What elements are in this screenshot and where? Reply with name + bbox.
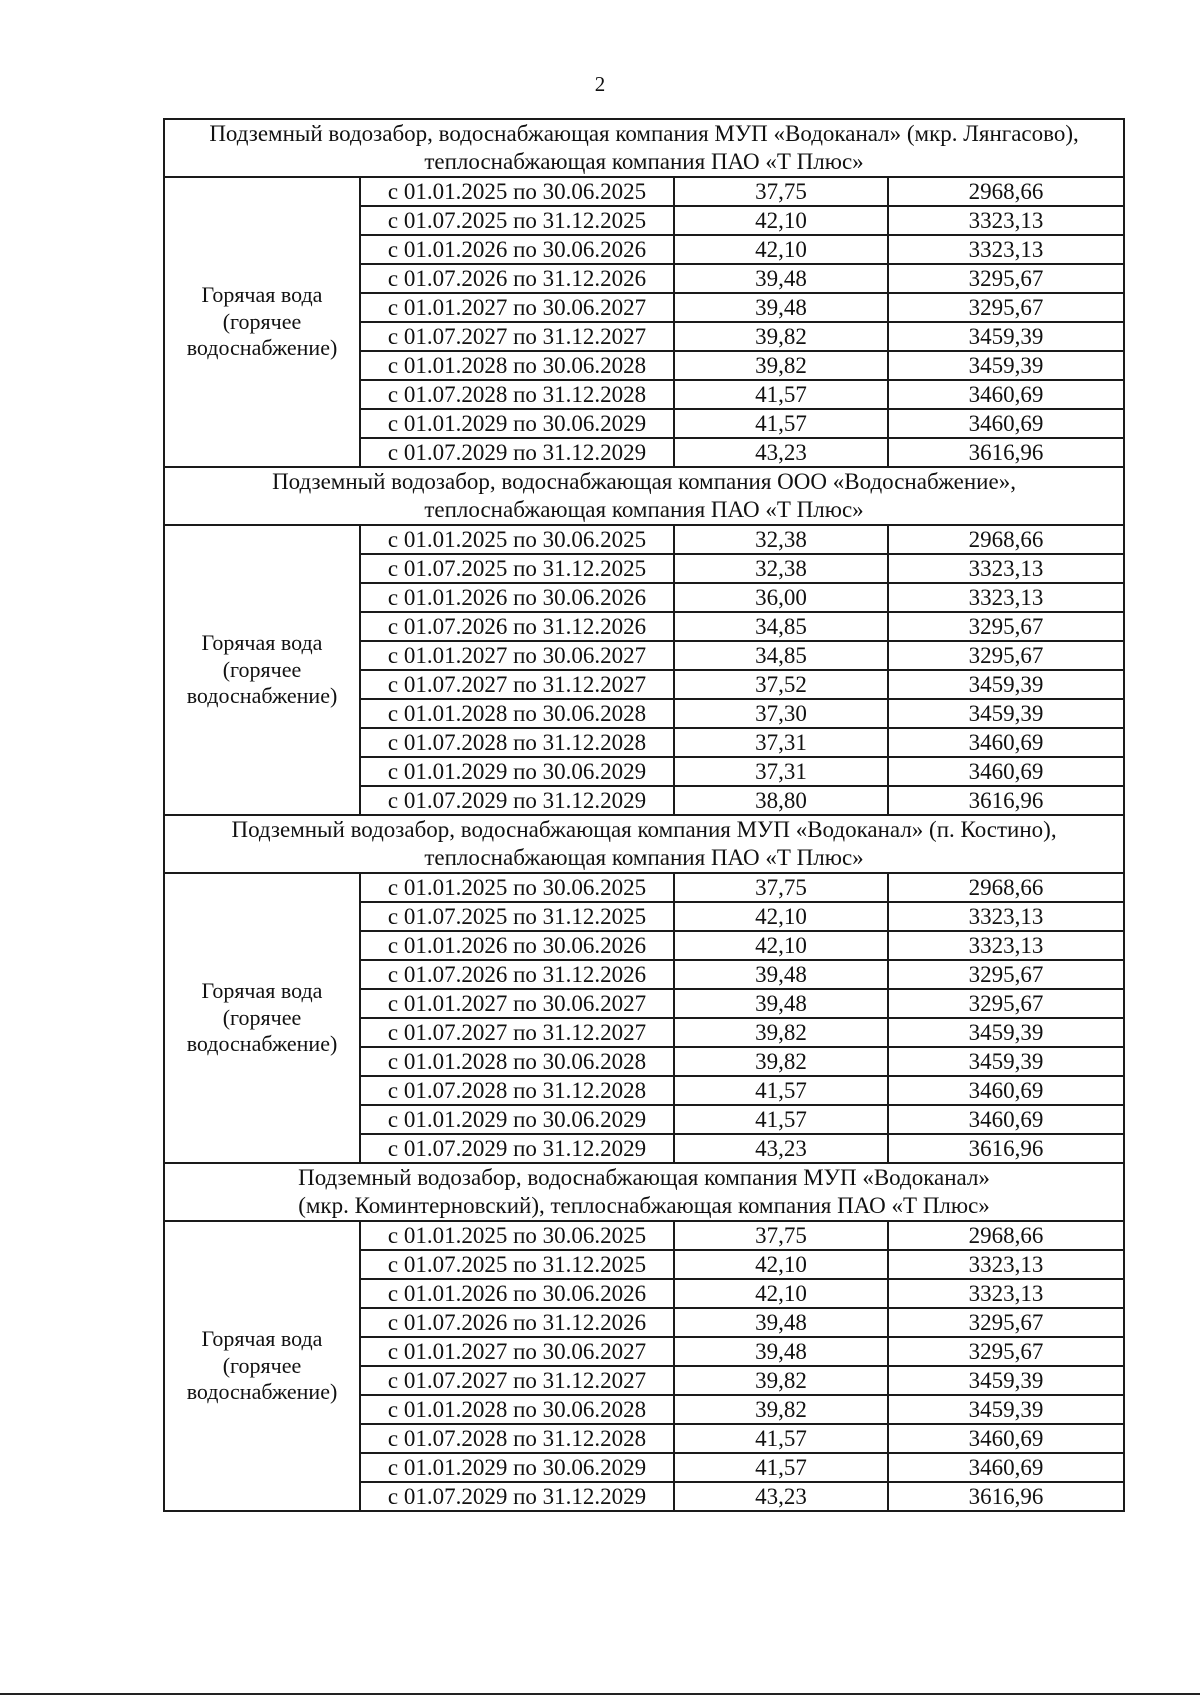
period-cell: с 01.01.2029 по 30.06.2029 [360,1453,674,1482]
period-cell: с 01.01.2028 по 30.06.2028 [360,1047,674,1076]
period-cell: с 01.07.2025 по 31.12.2025 [360,554,674,583]
value2-cell: 3459,39 [888,699,1124,728]
tariff-section [163,118,1125,468]
value2-cell: 3459,39 [888,1366,1124,1395]
service-name-line: (горячее [222,1352,302,1378]
value1-cell: 39,48 [674,293,888,322]
value1-cell: 43,23 [674,438,888,467]
tariff-section [163,1162,1125,1512]
value2-cell: 3460,69 [888,380,1124,409]
value1-cell: 39,48 [674,960,888,989]
period-cell: с 01.07.2025 по 31.12.2025 [360,902,674,931]
value2-cell: 3295,67 [888,1308,1124,1337]
value2-cell: 3459,39 [888,1018,1124,1047]
service-name-line: Горячая вода [201,1326,323,1352]
period-cell: с 01.07.2027 по 31.12.2027 [360,1018,674,1047]
section-header [164,119,1124,177]
value1-cell: 32,38 [674,525,888,554]
value1-cell: 34,85 [674,641,888,670]
section-header-line: теплоснабжающая компания ПАО «Т Плюс» [424,149,864,174]
value1-cell: 39,82 [674,351,888,380]
value2-cell: 3323,13 [888,554,1124,583]
tariff-table [163,118,1123,1512]
period-cell: с 01.01.2027 по 30.06.2027 [360,1337,674,1366]
period-cell: с 01.07.2028 по 31.12.2028 [360,728,674,757]
value2-cell: 3460,69 [888,1105,1124,1134]
period-cell: с 01.07.2027 по 31.12.2027 [360,322,674,351]
value2-cell: 3616,96 [888,438,1124,467]
value2-cell: 3323,13 [888,235,1124,264]
period-cell: с 01.01.2027 по 30.06.2027 [360,641,674,670]
period-cell: с 01.01.2026 по 30.06.2026 [360,583,674,612]
value1-cell: 41,57 [674,1453,888,1482]
value2-cell: 3459,39 [888,322,1124,351]
tariff-section [163,814,1125,1164]
bottom-rule [0,1693,1200,1695]
section-header-line: Подземный водозабор, водоснабжающая компания ООО «Водоснабжение», [272,469,1016,495]
value1-cell: 39,82 [674,1395,888,1424]
value2-cell: 3323,13 [888,931,1124,960]
period-cell: с 01.01.2027 по 30.06.2027 [360,293,674,322]
period-cell: с 01.01.2029 по 30.06.2029 [360,757,674,786]
value2-cell: 3295,67 [888,1337,1124,1366]
value1-cell: 41,57 [674,1424,888,1453]
period-cell: с 01.07.2027 по 31.12.2027 [360,1366,674,1395]
value1-cell: 37,31 [674,757,888,786]
value2-cell: 3616,96 [888,1482,1124,1511]
section-header [164,1163,1124,1221]
value2-cell: 3459,39 [888,351,1124,380]
value2-cell: 3616,96 [888,786,1124,815]
period-cell: с 01.01.2026 по 30.06.2026 [360,235,674,264]
value2-cell: 3460,69 [888,1453,1124,1482]
period-cell: с 01.07.2027 по 31.12.2027 [360,670,674,699]
service-name-line: Горячая вода [201,630,323,656]
section-header [164,815,1124,873]
period-cell: с 01.07.2029 по 31.12.2029 [360,1482,674,1511]
value2-cell: 3295,67 [888,293,1124,322]
service-name-cell [164,1221,360,1511]
value2-cell: 3459,39 [888,670,1124,699]
value1-cell: 32,38 [674,554,888,583]
value2-cell: 3460,69 [888,728,1124,757]
period-cell: с 01.07.2028 по 31.12.2028 [360,380,674,409]
value2-cell: 3323,13 [888,1250,1124,1279]
tariff-section [163,466,1125,816]
value2-cell: 3459,39 [888,1395,1124,1424]
value2-cell: 3616,96 [888,1134,1124,1163]
period-cell: с 01.01.2027 по 30.06.2027 [360,989,674,1018]
service-name-line: (горячее [222,656,302,682]
value2-cell: 3323,13 [888,206,1124,235]
value1-cell: 42,10 [674,235,888,264]
service-name-line: (горячее [222,308,302,334]
value2-cell: 2968,66 [888,177,1124,206]
value1-cell: 41,57 [674,1105,888,1134]
value2-cell: 3460,69 [888,1076,1124,1105]
section-header-line: (мкр. Коминтерновский), теплоснабжающая компания ПАО «Т Плюс» [298,1193,990,1218]
value1-cell: 36,00 [674,583,888,612]
period-cell: с 01.07.2028 по 31.12.2028 [360,1424,674,1453]
value2-cell: 3323,13 [888,583,1124,612]
period-cell: с 01.07.2026 по 31.12.2026 [360,264,674,293]
value2-cell: 3295,67 [888,612,1124,641]
service-name-line: водоснабжение) [186,335,338,361]
value1-cell: 39,82 [674,322,888,351]
value1-cell: 41,57 [674,380,888,409]
value1-cell: 39,48 [674,1308,888,1337]
service-name-line: водоснабжение) [186,1031,338,1057]
period-cell: с 01.07.2026 по 31.12.2026 [360,960,674,989]
value2-cell: 3460,69 [888,1424,1124,1453]
period-cell: с 01.01.2025 по 30.06.2025 [360,525,674,554]
value2-cell: 2968,66 [888,525,1124,554]
page-number: 2 [594,72,606,96]
service-name-line: (горячее [222,1004,302,1030]
period-cell: с 01.01.2028 по 30.06.2028 [360,351,674,380]
section-header-line: Подземный водозабор, водоснабжающая компания МУП «Водоканал» [298,1165,990,1191]
section-header-line: Подземный водозабор, водоснабжающая компания МУП «Водоканал» (мкр. Лянгасово), [209,121,1079,147]
period-cell: с 01.01.2026 по 30.06.2026 [360,1279,674,1308]
value1-cell: 38,80 [674,786,888,815]
period-cell: с 01.07.2029 по 31.12.2029 [360,438,674,467]
value2-cell: 2968,66 [888,1221,1124,1250]
value1-cell: 39,82 [674,1047,888,1076]
value1-cell: 37,30 [674,699,888,728]
value1-cell: 41,57 [674,409,888,438]
period-cell: с 01.01.2025 по 30.06.2025 [360,177,674,206]
period-cell: с 01.07.2028 по 31.12.2028 [360,1076,674,1105]
value1-cell: 43,23 [674,1134,888,1163]
period-cell: с 01.07.2026 по 31.12.2026 [360,1308,674,1337]
value1-cell: 43,23 [674,1482,888,1511]
service-name-line: Горячая вода [201,282,323,308]
value1-cell: 41,57 [674,1076,888,1105]
period-cell: с 01.07.2029 по 31.12.2029 [360,1134,674,1163]
value1-cell: 37,75 [674,177,888,206]
value2-cell: 3460,69 [888,757,1124,786]
period-cell: с 01.07.2025 по 31.12.2025 [360,206,674,235]
table-row [164,1221,1124,1250]
period-cell: с 01.01.2025 по 30.06.2025 [360,1221,674,1250]
period-cell: с 01.07.2026 по 31.12.2026 [360,612,674,641]
value1-cell: 39,82 [674,1018,888,1047]
value2-cell: 3459,39 [888,1047,1124,1076]
service-name-cell [164,873,360,1163]
service-name-line: водоснабжение) [186,1379,338,1405]
service-name-line: водоснабжение) [186,683,338,709]
period-cell: с 01.07.2025 по 31.12.2025 [360,1250,674,1279]
service-name-cell [164,177,360,467]
section-header-line: теплоснабжающая компания ПАО «Т Плюс» [424,497,864,522]
value1-cell: 39,48 [674,989,888,1018]
service-name-line: Горячая вода [201,978,323,1004]
value1-cell: 34,85 [674,612,888,641]
value1-cell: 37,75 [674,1221,888,1250]
period-cell: с 01.01.2029 по 30.06.2029 [360,409,674,438]
period-cell: с 01.01.2025 по 30.06.2025 [360,873,674,902]
value2-cell: 3460,69 [888,409,1124,438]
value1-cell: 39,48 [674,264,888,293]
service-name-cell [164,525,360,815]
value2-cell: 3295,67 [888,960,1124,989]
section-header [164,467,1124,525]
table-row [164,525,1124,554]
value1-cell: 39,82 [674,1366,888,1395]
value2-cell: 2968,66 [888,873,1124,902]
table-row [164,177,1124,206]
value1-cell: 42,10 [674,902,888,931]
value1-cell: 42,10 [674,931,888,960]
value1-cell: 37,75 [674,873,888,902]
value2-cell: 3323,13 [888,1279,1124,1308]
value1-cell: 37,52 [674,670,888,699]
value1-cell: 42,10 [674,1279,888,1308]
value1-cell: 37,31 [674,728,888,757]
value1-cell: 42,10 [674,206,888,235]
value2-cell: 3323,13 [888,902,1124,931]
value2-cell: 3295,67 [888,989,1124,1018]
value1-cell: 42,10 [674,1250,888,1279]
value2-cell: 3295,67 [888,264,1124,293]
period-cell: с 01.01.2028 по 30.06.2028 [360,699,674,728]
value1-cell: 39,48 [674,1337,888,1366]
period-cell: с 01.07.2029 по 31.12.2029 [360,786,674,815]
period-cell: с 01.01.2026 по 30.06.2026 [360,931,674,960]
table-row [164,873,1124,902]
section-header-line: Подземный водозабор, водоснабжающая компания МУП «Водоканал» (п. Костино), [231,817,1057,843]
value2-cell: 3295,67 [888,641,1124,670]
period-cell: с 01.01.2028 по 30.06.2028 [360,1395,674,1424]
period-cell: с 01.01.2029 по 30.06.2029 [360,1105,674,1134]
section-header-line: теплоснабжающая компания ПАО «Т Плюс» [424,845,864,870]
